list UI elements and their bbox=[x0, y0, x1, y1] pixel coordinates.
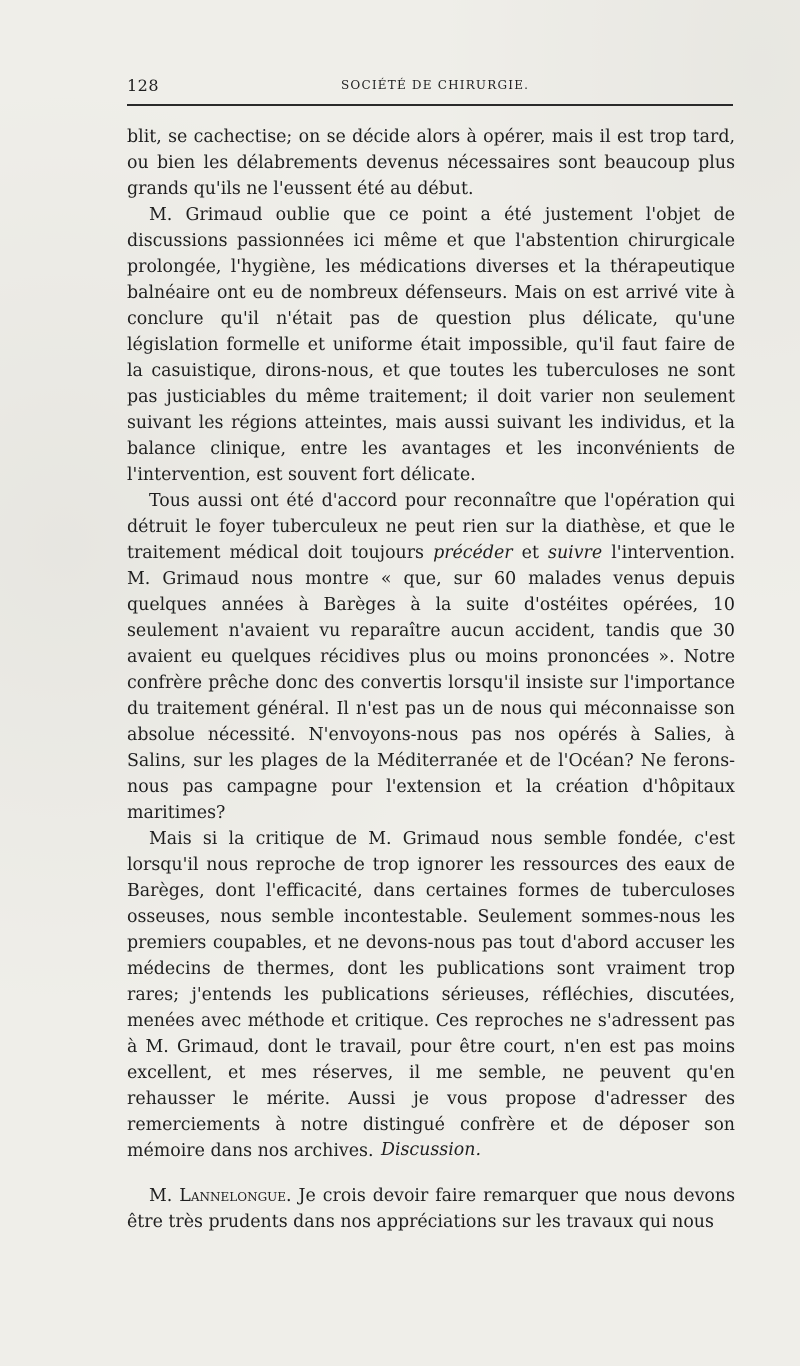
page-number: 128 bbox=[127, 76, 160, 95]
discussion-paragraph bbox=[127, 1183, 735, 1235]
speaker-name: Lannelongue. bbox=[179, 1186, 292, 1206]
main-text bbox=[127, 124, 735, 1164]
emphasis-suivre: suivre bbox=[548, 543, 603, 563]
discussion-text bbox=[127, 1183, 735, 1235]
paragraph-3-part-b: et bbox=[512, 543, 549, 563]
paragraph-2: M. Grimaud oublie que ce point a été justement l'objet de discussions passionnées ici même et que l'abstention chirurgicale prolongée, l'hygiène, les médications diverses et la thérapeutique balnéaire ont eu de nombreux défenseurs. Mais on est arrivé vite à conclure qu'il n'était pas de question plus délicate, qu'une législation formelle et uniforme était impossible, qu'il faut faire de la casuistique, dirons-nous, et que toutes les tuberculoses ne sont pas justiciables du même traitement; il doit varier non seulement suivant les régions atteintes, mais aussi suivant les individus, et la balance clinique, entre les avantages et les inconvénients de l'intervention, est souvent fort délicate. bbox=[127, 205, 735, 485]
paragraph-3-part-a: Tous aussi ont été d'accord pour reconnaître que l'opération qui détruit le foyer tuberculeux ne peut rien sur la diathèse, et que le traitement médical doit toujours bbox=[127, 491, 735, 563]
header-rule bbox=[127, 104, 733, 106]
speaker-prefix: M. bbox=[149, 1186, 180, 1206]
discussion-heading: Discussion. bbox=[381, 1140, 481, 1160]
paragraph-3-part-c: l'intervention. M. Grimaud nous montre « que, sur 60 malades venus depuis quelques années à Barèges à la suite d'ostéites opérées, 10 seulement n'avaient vu reparaître aucun accident, tandis que 30 avaient eu quelques récidives plus ou moins prononcées ». Notre confrère prêche donc des convertis lorsqu'il insiste sur l'importance du traitement général. Il n'est pas un de nous qui méconnaisse son absolue nécessité. N'envoyons-nous pas nos opérés à Salies, à Salins, sur les plages de la Méditerranée et de l'Océan? Ne ferons-nous pas campagne pour l'extension et la création d'hôpitaux maritimes? bbox=[127, 543, 735, 823]
paragraph-1: blit, se cachectise; on se décide alors à opérer, mais il est trop tard, ou bien les délabrements devenus nécessaires sont beaucoup plus grands qu'ils ne l'eussent été au début. bbox=[127, 127, 735, 199]
running-head bbox=[127, 76, 733, 100]
emphasis-preceder: précéder bbox=[433, 543, 513, 563]
header-title: SOCIÉTÉ DE CHIRURGIE. bbox=[341, 78, 530, 92]
discussion-body: Je crois devoir faire remarquer que nous devons être très prudents dans nos appréciations sur les travaux qui nous bbox=[127, 1186, 735, 1232]
paragraph-3 bbox=[127, 488, 735, 826]
paragraph-4: Mais si la critique de M. Grimaud nous semble fondée, c'est lorsqu'il nous reproche de trop ignorer les ressources des eaux de Barèges, dont l'efficacité, dans certaines formes de tuberculoses osseuses, nous semble incontestable. Seulement sommes-nous les premiers coupables, et ne devons-nous pas tout d'abord accuser les médecins de thermes, dont les publications sont vraiment trop rares; j'entends les publications sérieuses, réfléchies, discutées, menées avec méthode et critique. Ces reproches ne s'adressent pas à M. Grimaud, dont le travail, pour être court, n'en est pas moins excellent, et mes réserves, il me semble, ne peuvent qu'en rehausser le mérite. Aussi je vous propose d'adresser des remerciements à notre distingué confrère et de déposer son mémoire dans nos archives. bbox=[127, 829, 735, 1161]
